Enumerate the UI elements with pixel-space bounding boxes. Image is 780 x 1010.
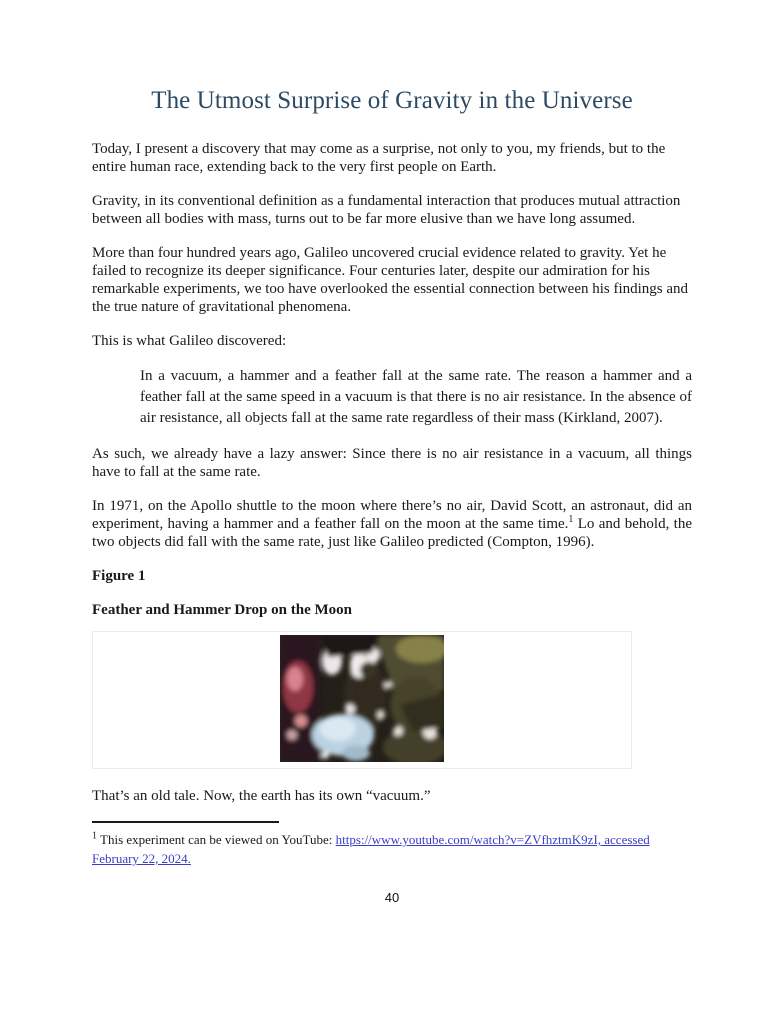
- footnote-reference: 1: [568, 514, 574, 525]
- body-paragraph: Today, I present a discovery that may come as a surprise, not only to you, my friends, but to the entire human race, extending back to the very first people on Earth.: [92, 141, 666, 175]
- figure-label: Figure 1: [92, 568, 146, 584]
- body-paragraph: Gravity, in its conventional definition as a fundamental interaction that produces mutual attraction between all bodies with mass, turns out to be far more elusive than we have long assumed.: [92, 193, 681, 227]
- body-paragraph: More than four hundred years ago, Galileo uncovered crucial evidence related to gravity. Yet he failed to recognize its deeper significance. Four centuries later, despite our admiration for his remarkable experiments, we too have overlooked the essential connection between his findings and the true nature of gravitational phenomena.: [92, 245, 689, 315]
- block-quote: In a vacuum, a hammer and a feather fall at the same rate. The reason a hammer and a feather fall at the same speed in a vacuum is that there is no air resistance. In the absence of air resistance, all objects fall at the same rate regardless of their mass (Kirkland, 2007).: [140, 368, 692, 426]
- paragraph-text: In 1971, on the Apollo shuttle to the moon where there’s no air, David Scott, an astronaut, did an experiment, having a hammer and a feather fall on the moon at the same time.: [92, 498, 692, 532]
- page-title: The Utmost Surprise of Gravity in the Universe: [151, 87, 633, 114]
- figure-caption: Feather and Hammer Drop on the Moon: [92, 602, 352, 618]
- paragraph-text: Lo and behold, the two objects did fall with the same rate, just like Galileo predicted (Compton, 1996).: [92, 516, 692, 550]
- footnote-link[interactable]: https://www.youtube.com/watch?v=ZVfhztmK9zI, accessed February 22, 2024.: [92, 832, 650, 866]
- footnote-separator: [92, 821, 279, 823]
- footnote: [92, 830, 692, 868]
- moon-video-still: [280, 635, 444, 762]
- figure-frame: [92, 631, 632, 769]
- page-number: 40: [384, 890, 400, 905]
- footnote-text: This experiment can be viewed on YouTube:: [97, 832, 336, 847]
- footnote-marker: 1: [92, 830, 97, 842]
- body-paragraph: [92, 497, 692, 551]
- body-paragraph: As such, we already have a lazy answer: Since there is no air resistance in a vacuum, all things have to fall at the same rate.: [92, 446, 692, 480]
- body-paragraph: This is what Galileo discovered:: [92, 333, 287, 349]
- body-paragraph: That’s an old tale. Now, the earth has its own “vacuum.”: [92, 788, 431, 804]
